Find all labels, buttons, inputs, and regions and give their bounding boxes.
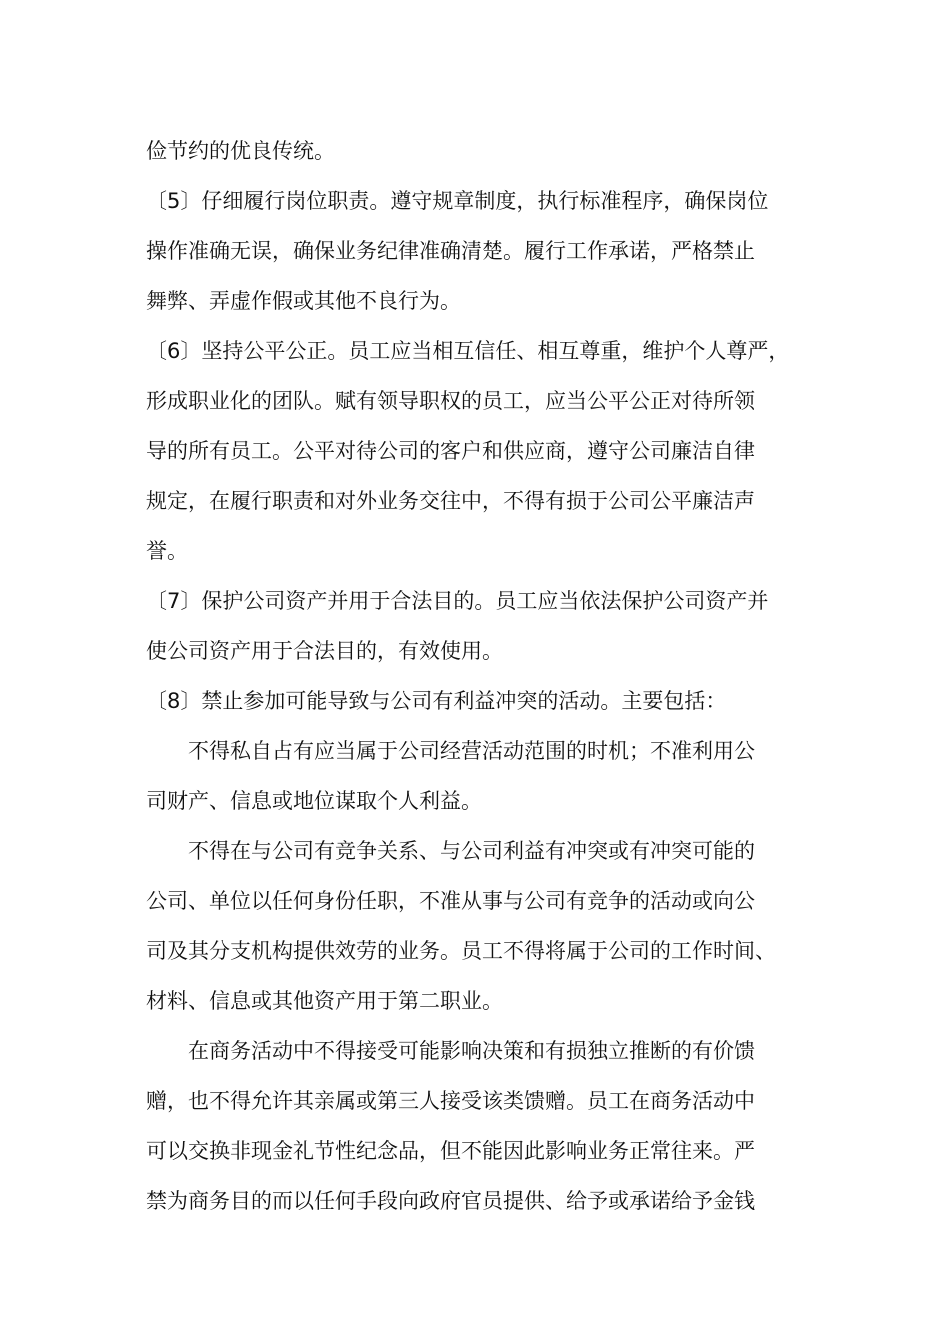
text-line: 导的所有员工。公平对待公司的客户和供应商，遵守公司廉洁自律: [146, 439, 755, 463]
text-line: 赠，也不得允许其亲属或第三人接受该类馈赠。员工在商务活动中: [146, 1089, 755, 1113]
text-line: 司财产、信息或地位谋取个人利益。: [146, 789, 482, 813]
text-line: 〔6〕坚持公平公正。员工应当相互信任、相互尊重，维护个人尊严，: [146, 339, 790, 363]
text-line: 规定，在履行职责和对外业务交往中，不得有损于公司公平廉洁声: [146, 489, 755, 513]
text-line: 舞弊、弄虚作假或其他不良行为。: [146, 289, 461, 313]
text-line: 誉。: [146, 539, 188, 563]
text-line: 使公司资产用于合法目的，有效使用。: [146, 639, 503, 663]
text-line: 可以交换非现金礼节性纪念品，但不能因此影响业务正常往来。严: [146, 1139, 755, 1163]
text-line: 司及其分支机构提供效劳的业务。员工不得将属于公司的工作时间、: [146, 939, 776, 963]
text-line: 俭节约的优良传统。: [146, 139, 335, 163]
text-line: 〔5〕仔细履行岗位职责。遵守规章制度，执行标准程序，确保岗位: [146, 189, 769, 213]
text-line: 不得私自占有应当属于公司经营活动范围的时机；不准利用公: [188, 739, 755, 763]
text-line: 禁为商务目的而以任何手段向政府官员提供、给予或承诺给予金钱: [146, 1189, 755, 1213]
text-line: 不得在与公司有竞争关系、与公司利益有冲突或有冲突可能的: [188, 839, 755, 863]
text-line: 公司、单位以任何身份任职，不准从事与公司有竞争的活动或向公: [146, 889, 755, 913]
text-line: 在商务活动中不得接受可能影响决策和有损独立推断的有价馈: [188, 1039, 755, 1063]
text-line: 操作准确无误，确保业务纪律准确清楚。履行工作承诺，严格禁止: [146, 239, 755, 263]
text-line: 材料、信息或其他资产用于第二职业。: [146, 989, 503, 1013]
text-line: 〔7〕保护公司资产并用于合法目的。员工应当依法保护公司资产并: [146, 589, 769, 613]
text-line: 〔8〕禁止参加可能导致与公司有利益冲突的活动。主要包括：: [146, 689, 727, 713]
text-line: 形成职业化的团队。赋有领导职权的员工，应当公平公正对待所领: [146, 389, 755, 413]
